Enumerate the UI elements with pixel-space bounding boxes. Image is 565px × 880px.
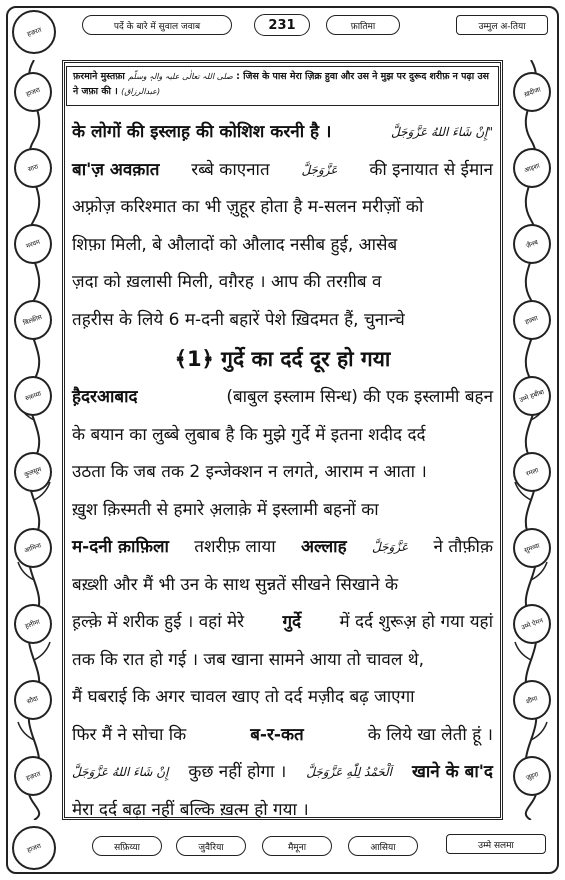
medallion-left-1: हाजरा: [14, 72, 52, 112]
text-segment: मैं घबराई कि अगर चावल खाए तो दर्द मज़ीद बढ़ जाएगा: [72, 687, 415, 707]
text-line: [72, 264, 493, 302]
medallion-right-4: हफ़्सा: [513, 300, 551, 340]
farman-text: : जिस के पास मेरा ज़िक्र हुवा और उस ने मुझ पर दुरूद शरीफ़ न पढ़ा उस: [236, 71, 489, 82]
medallion-right-6: रमला: [513, 452, 551, 492]
corner-medallion-bottom-left: हाजरा: [12, 826, 56, 870]
text-segment: शिफ़ा मिली, बे औलादों को औलाद नसीब हुई, आसेब: [72, 234, 398, 255]
header-corner-tag: उम्मुल अ-तिया: [456, 15, 548, 35]
text-line: [72, 492, 493, 530]
medallion-left-8: ह़लीमा: [14, 604, 52, 644]
header-right-tag: फ़ातिमा: [326, 15, 400, 35]
text-segment: (बाबुल इस्लाम सिन्ध) की एक इस्लामी बहन: [226, 387, 493, 407]
footer-corner-tag: उम्मे सलमा: [446, 834, 546, 854]
text-segment: तशरीफ़ लाया: [194, 537, 276, 557]
text-segment: के लोगों की इस्लाह़ की कोशिश करनी है ।: [72, 122, 332, 142]
text-segment: ब-र-कत: [250, 724, 304, 745]
text-segment: ख़ुश क़िस्मती से हमारे अ़लाक़े में इस्लामी बहनों का: [72, 499, 379, 520]
text-segment: बा'ज़ अवक़ात: [72, 159, 160, 180]
medallion-left-7: आमिना: [14, 528, 52, 568]
medallion-right-3: ज़ैनब: [513, 224, 551, 264]
header-left-tag: पर्दे के बारे में सुवाल जवाब: [82, 15, 232, 35]
footer-tag-1: सफ़िय्या: [92, 836, 162, 856]
medallion-right-7: सुमय्या: [513, 528, 551, 568]
text-line: [72, 114, 493, 152]
farmane-mustafa-box: [66, 66, 499, 106]
section-heading: ﴾1﴿ गुर्दे का दर्द दूर हो गया: [174, 347, 391, 371]
text-line: [72, 567, 493, 605]
text-line: [72, 792, 493, 830]
text-segment: म-दनी क़ाफ़िला: [72, 537, 169, 557]
text-segment: अल्लाह: [301, 537, 347, 557]
text-line: [72, 604, 493, 642]
text-segment: खाने के बा'द: [411, 762, 493, 782]
medallion-left-5: रुक़य्या: [14, 376, 52, 416]
medallion-right-9: शीमा: [513, 680, 551, 720]
text-segment: की इनायात से ईमान: [369, 159, 493, 180]
text-segment: फिर मैं ने सोचा कि: [72, 724, 187, 745]
medallion-left-10: हज़रत: [14, 756, 52, 796]
footer-tag-2: जुवैरिया: [176, 836, 246, 856]
text-segment: अफ़्रोज़ करिश्मात का भी ज़ुहूर होता है म-सलन मरीज़ों को: [72, 197, 424, 217]
text-segment: के बयान का लुब्बे लुबाब है कि मुझे गुर्दे में इतना शदीद दर्द: [72, 424, 426, 445]
text-segment: तक कि रात हो गई । जब खाना सामने आया तो चावल थे,: [72, 649, 425, 670]
medallion-right-5: उम्मे हबीबा: [513, 376, 551, 416]
medallion-right-2: आइशा: [513, 148, 551, 188]
footer-tag-4: आसिया: [348, 836, 418, 856]
arabic-phrase: إِنْ شَاءَ اللهُ عَزَّوَجَلَّ": [391, 125, 493, 139]
text-segment: ह़ैदरआबाद: [72, 387, 138, 407]
medallion-left-3: मरयम: [14, 224, 52, 264]
arabic-phrase: عَزَّوَجَلَّ: [372, 540, 409, 554]
medallion-left-9: सौदा: [14, 680, 52, 720]
text-segment: ने तौफ़ीक़: [433, 537, 493, 557]
text-line: [72, 417, 493, 455]
text-segment: में दर्द शुरूअ़ हो गया यहां: [339, 612, 493, 632]
text-segment: मेरा दर्द बढ़ा नहीं बल्कि ख़त्म हो गया ।: [72, 799, 309, 820]
page-number: 231: [254, 14, 310, 36]
text-segment: गुर्दे: [282, 612, 302, 632]
text-segment: उठता कि जब तक 2 इन्जेक्शन न लगते, आराम न आता ।: [72, 462, 427, 482]
main-text: [72, 114, 493, 829]
text-segment: कुछ नहीं होगा ।: [188, 762, 287, 782]
text-segment: बख़्शी और मैं भी उन के साथ सुन्नतें सीखने सिखाने के: [72, 574, 399, 595]
text-line: [72, 189, 493, 227]
text-line: [72, 302, 493, 340]
text-line: [72, 642, 493, 680]
text-segment: ज़दा को ख़लासी मिली, वग़ैरह । आप की तरग़ीब व: [72, 272, 382, 292]
footer-tag-3: मैमूना: [262, 836, 332, 856]
text-line: [72, 227, 493, 265]
farman-label: फ़रमाने मुस्तफ़ा: [73, 71, 125, 82]
farman-line2: ने जफ़ा की ।: [73, 86, 118, 97]
text-line: [72, 379, 493, 417]
text-line: [72, 679, 493, 717]
text-line: [72, 754, 493, 792]
text-segment: के लिये खा लेती हूं ।: [367, 724, 493, 745]
text-segment: रब्बे काएनात: [191, 159, 270, 180]
farman-salutation: صلی اللہ تعالٰی علیہ والہٖ وسلّم: [128, 72, 233, 81]
medallion-right-8: उम्मे ऐमन: [513, 604, 551, 644]
medallion-right-10: ज़ुहरा: [513, 756, 551, 796]
text-line: [72, 454, 493, 492]
arabic-phrase: إِنْ شَاءَ اللهُ عَزَّوَجَلَّ: [72, 765, 169, 779]
text-line: [72, 717, 493, 755]
arabic-phrase: اَلْحَمْدُ لِلّٰهِ عَزَّوَجَلَّ: [306, 765, 393, 779]
medallion-left-2: सारा: [14, 148, 52, 188]
corner-medallion-top-left: हज़रत: [12, 10, 56, 54]
text-segment: तह़रीस के लिये 6 म-दनी बहारें पेशे ख़िदमत हैं, चुनान्चे: [72, 309, 405, 330]
text-segment: ह़ल्क़े में शरीक हुई । वहां मेरे: [72, 612, 245, 632]
medallion-left-4: बिल्क़ीस: [14, 300, 52, 340]
farman-ref: (عبدالرزاق): [121, 87, 161, 96]
arabic-phrase: عَزَّوَجَلَّ: [301, 162, 338, 177]
medallion-right-1: ख़दीजा: [513, 72, 551, 112]
text-line: [72, 529, 493, 567]
medallion-left-6: कुलसूम: [14, 452, 52, 492]
text-line: [72, 152, 493, 190]
